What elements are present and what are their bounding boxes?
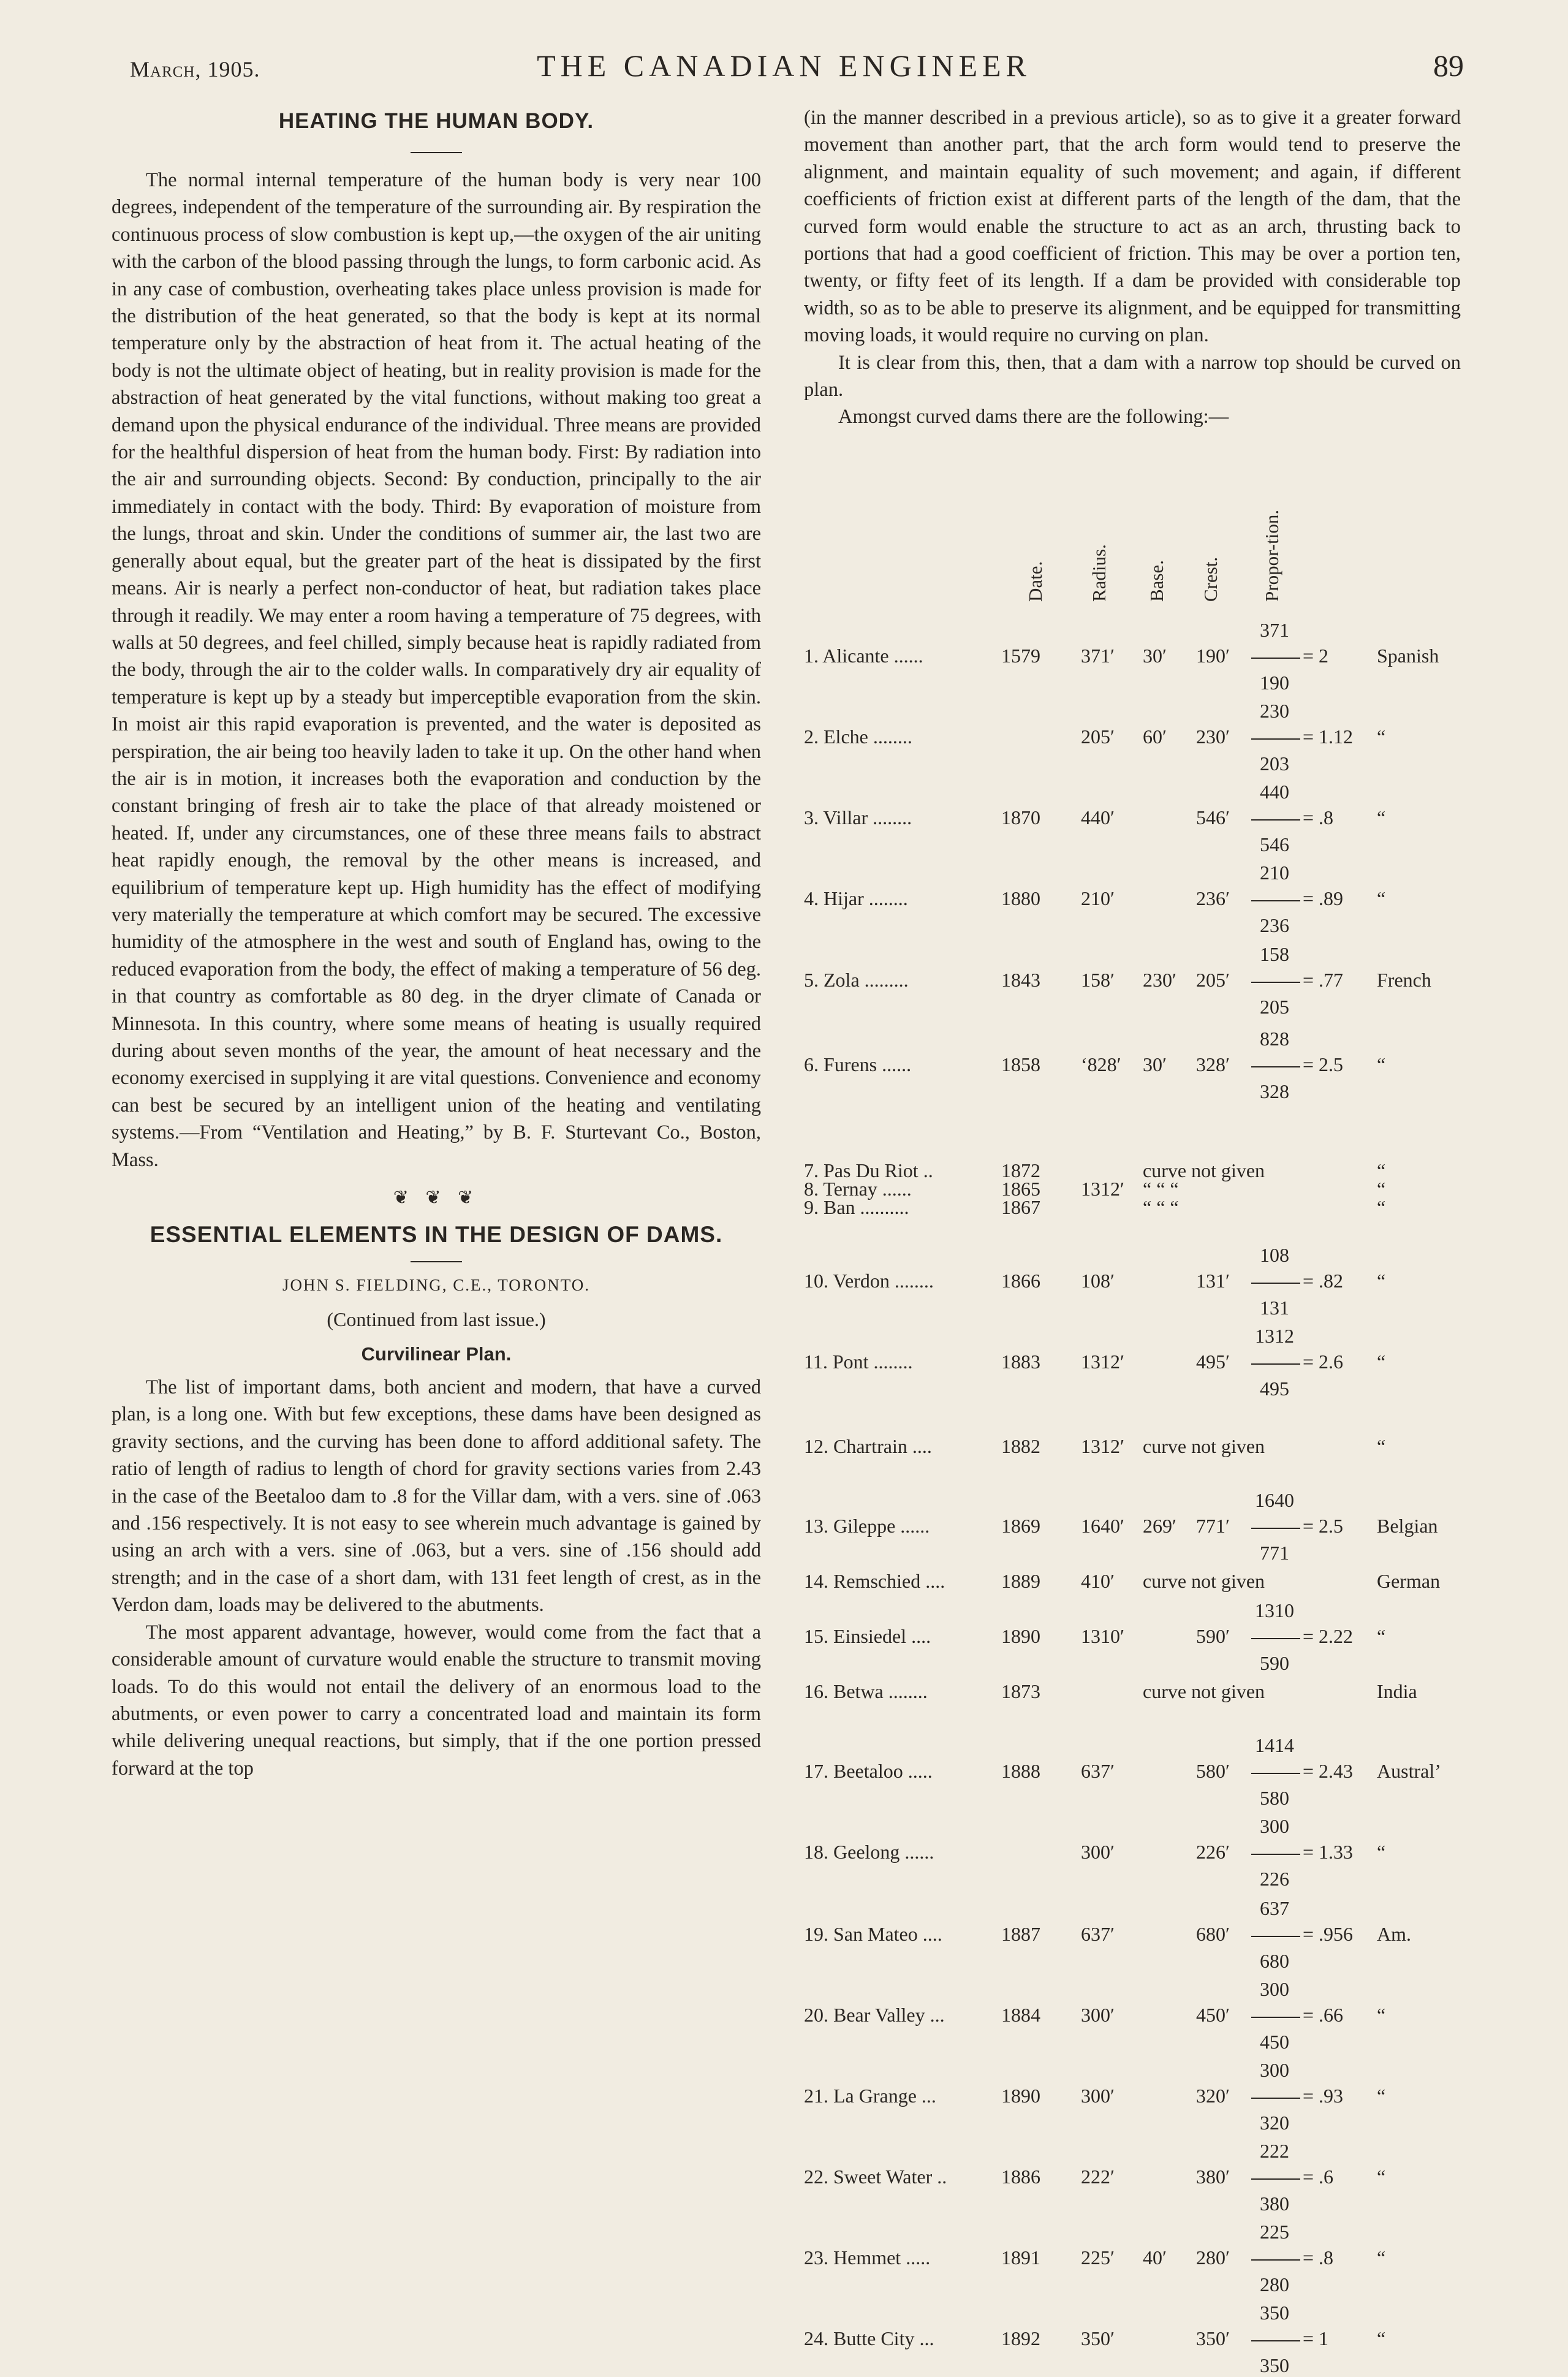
proportion-ratio bbox=[1251, 2004, 1343, 2026]
proportion-denominator: 380 bbox=[1260, 2193, 1289, 2215]
dam-name: 1. Alicante ...... bbox=[804, 645, 923, 667]
dam-nation: German bbox=[1377, 1570, 1441, 1592]
publication-title: THE CANADIAN ENGINEER bbox=[537, 48, 1031, 83]
dam-name: 3. Villar ........ bbox=[804, 806, 912, 828]
dam-name: 8. Ternay ...... bbox=[804, 1178, 912, 1200]
ratio-value: 2.22 bbox=[1319, 1625, 1354, 1647]
proportion-ratio bbox=[1251, 2166, 1333, 2188]
fraction-line bbox=[1251, 1854, 1300, 1855]
proportion-denominator: 771 bbox=[1260, 1542, 1289, 1564]
proportion-denominator: 580 bbox=[1260, 1787, 1289, 1809]
dam-nation: “ bbox=[1377, 1270, 1386, 1292]
proportion-numerator: 1310 bbox=[1255, 1599, 1294, 1621]
dam-date: 1858 bbox=[1001, 1053, 1040, 1075]
dam-name: 20. Bear Valley ... bbox=[804, 2004, 945, 2026]
dam-nation: “ bbox=[1377, 1625, 1386, 1647]
dam-radius: 300′ bbox=[1081, 2004, 1115, 2026]
proportion-ratio bbox=[1251, 2085, 1343, 2107]
equals-sign: = bbox=[1303, 2166, 1319, 2188]
proportion-numerator: 371 bbox=[1260, 619, 1289, 641]
article-heating-body bbox=[112, 167, 761, 1173]
right-column bbox=[804, 104, 1461, 431]
proportion-ratio bbox=[1251, 887, 1343, 910]
dam-name: 13. Gileppe ...... bbox=[804, 1515, 930, 1537]
dam-radius: 1640′ bbox=[1081, 1515, 1124, 1537]
dam-base: curve not given bbox=[1143, 1680, 1265, 1702]
dam-crest: 680′ bbox=[1196, 1923, 1230, 1945]
proportion-numerator: 210 bbox=[1260, 862, 1289, 884]
article-paragraph: (in the manner described in a previous article), so as to give it a greater forward movement than another part, that the arch form would tend to preserve the alignment, and maintain equality of such movement; and again, if different coefficients of friction exist at different parts of the length of the dam, that the curved form would enable the structure to act as an arch, thrusting back to portions that had a good coefficient of friction. This may be over a portion ten, twenty, or fifty feet of its length. If a dam be provided with considerable top width, so as to be able to preserve its alignment, and be equipped for transmitting moving loads, it would require no curving on plan. bbox=[804, 107, 1461, 347]
dam-crest: 230′ bbox=[1196, 726, 1230, 748]
dam-nation: “ bbox=[1377, 806, 1386, 828]
table-row bbox=[804, 1028, 1466, 1102]
dam-radius: 371′ bbox=[1081, 645, 1115, 667]
dam-crest: 380′ bbox=[1196, 2166, 1230, 2188]
dam-date: 1886 bbox=[1001, 2166, 1040, 2188]
dam-crest: 546′ bbox=[1196, 806, 1230, 828]
proportion-denominator: 226 bbox=[1260, 1868, 1289, 1890]
dam-nation: “ bbox=[1377, 2327, 1386, 2349]
dam-date: 1888 bbox=[1001, 1760, 1040, 1782]
article-author: JOHN S. FIELDING, C.E., TORONTO. bbox=[282, 1276, 591, 1295]
dam-base: 230′ bbox=[1143, 969, 1176, 991]
dam-radius: 108′ bbox=[1081, 1270, 1115, 1292]
equals-sign: = bbox=[1303, 726, 1319, 748]
equals-sign: = bbox=[1303, 1351, 1319, 1373]
dam-crest: 350′ bbox=[1196, 2327, 1230, 2349]
table-row bbox=[804, 1196, 1466, 1221]
proportion-ratio bbox=[1251, 1351, 1343, 1373]
proportion-numerator: 828 bbox=[1260, 1028, 1289, 1050]
running-head bbox=[0, 48, 1568, 85]
dam-name: 5. Zola ......... bbox=[804, 969, 909, 991]
dam-nation: “ bbox=[1377, 2085, 1386, 2107]
proportion-ratio bbox=[1251, 806, 1333, 829]
dam-crest: 280′ bbox=[1196, 2246, 1230, 2269]
dam-crest: 495′ bbox=[1196, 1351, 1230, 1373]
fraction-line bbox=[1251, 1936, 1300, 1937]
dam-nation: “ bbox=[1377, 2246, 1386, 2269]
dam-nation: “ bbox=[1377, 1196, 1386, 1218]
dam-nation: “ bbox=[1377, 1178, 1386, 1200]
curved-dams-table: Date. Radius. Base. Crest. Propor-tion. 1. Alicante ...... 1579 371′ 30′ 190′ Spanish 371 = 2 190 2. Elche ........ 205′ 60′ 230′ “ 230 = 1.12 203 3. Villar ........ 1870 440′ 546′ “ 440 = .8 546 4. Hijar ........ 1880 210′ 236′ “ 210 = .89 236 5. Zola ......... 1843 158′ 230′ 205′ French 158 = .77 205 6. Furens ...... 1858 ‘828′ 30′ 328′ “ 828 = 2.5 328 7. Pas Du Riot .. 1872 curve not given “ 8. Ternay ...... 1865 1312′ “ “ “ “ 9. Ban .......... 1867 “ “ “ “ 10. Verdon ........ 1866 108′ 131′ “ 108 = .82 131 11. Pont ........ 1883 1312′ 495′ “ 1312 = 2.6 495 12. Chartrain .... 1882 1312′ curve not given “ 13. Gileppe ...... 1869 1640′ 269′ 771′ Belgian 1640 = 2.5 771 14. Remschied .... 1889 410′ curve not given German 15. Einsiedel .... 1890 1310′ 590′ “ 1310 = 2.22 590 16. Betwa ........ 1873 curve not given India 17. Beetaloo ..... 1888 637′ 580′ Austral’ 1414 = 2.43 580 18. Geelong ...... 300′ 226′ “ 300 = 1.33 226 19. San Mateo .... 1887 637′ 680′ Am. 637 = .956 680 20. Bear Valley ... 1884 300′ 450′ “ 300 = .66 450 21. La Grange ... 1890 300′ 320′ “ 300 = .93 320 22. Sweet Water .. 1886 222′ 380′ “ 222 = .6 380 23. Hemmet ..... 1891 225′ 40′ 280′ “ 225 = .8 280 24. Butte City ... 1892 350′ 350′ “ 350 = 1 350 bbox=[804, 515, 1466, 2224]
dam-date: 1870 bbox=[1001, 806, 1040, 828]
equals-sign: = bbox=[1303, 2327, 1319, 2349]
proportion-ratio bbox=[1251, 2246, 1333, 2269]
proportion-numerator: 440 bbox=[1260, 781, 1289, 803]
proportion-ratio bbox=[1251, 1515, 1343, 1537]
proportion-numerator: 300 bbox=[1260, 2059, 1289, 2081]
proportion-ratio bbox=[1251, 726, 1353, 748]
ratio-value: .89 bbox=[1319, 887, 1344, 909]
fraction-line bbox=[1251, 819, 1300, 821]
dam-radius: 350′ bbox=[1081, 2327, 1115, 2349]
proportion-denominator: 450 bbox=[1260, 2031, 1289, 2053]
dam-radius: 300′ bbox=[1081, 2085, 1115, 2107]
article-dams-body-left bbox=[112, 1374, 761, 1782]
proportion-numerator: 158 bbox=[1260, 943, 1289, 965]
fraction-line bbox=[1251, 1363, 1300, 1365]
dam-name: 22. Sweet Water .. bbox=[804, 2166, 947, 2188]
table-row bbox=[804, 2302, 1466, 2376]
dam-nation: “ bbox=[1377, 1435, 1386, 1457]
dam-date: 1883 bbox=[1001, 1351, 1040, 1373]
ratio-value: .956 bbox=[1319, 1923, 1354, 1945]
equals-sign: = bbox=[1303, 1841, 1319, 1863]
table-row bbox=[804, 2140, 1466, 2215]
table-row bbox=[804, 1978, 1466, 2053]
fraction-line bbox=[1251, 738, 1300, 740]
proportion-numerator: 1640 bbox=[1255, 1489, 1294, 1511]
dam-base: 269′ bbox=[1143, 1515, 1176, 1537]
dam-name: 15. Einsiedel .... bbox=[804, 1625, 931, 1647]
fraction-line bbox=[1251, 658, 1300, 659]
dam-nation: “ bbox=[1377, 1053, 1386, 1075]
proportion-ratio bbox=[1251, 1053, 1343, 1076]
equals-sign: = bbox=[1303, 1270, 1319, 1292]
dam-crest: 131′ bbox=[1196, 1270, 1230, 1292]
dam-nation: “ bbox=[1377, 2004, 1386, 2026]
dam-base: curve not given bbox=[1143, 1435, 1265, 1457]
proportion-denominator: 203 bbox=[1260, 753, 1289, 775]
equals-sign: = bbox=[1303, 806, 1319, 828]
equals-sign: = bbox=[1303, 1760, 1319, 1782]
dam-name: 14. Remschied .... bbox=[804, 1570, 945, 1592]
dam-name: 6. Furens ...... bbox=[804, 1053, 912, 1075]
fraction-line bbox=[1251, 1283, 1300, 1284]
proportion-numerator: 222 bbox=[1260, 2140, 1289, 2162]
proportion-ratio bbox=[1251, 1841, 1353, 1863]
table-row bbox=[804, 1599, 1466, 1674]
table-row bbox=[804, 862, 1466, 936]
ratio-value: .93 bbox=[1319, 2085, 1344, 2107]
article-dams-body-right bbox=[804, 104, 1461, 431]
dam-date: 1887 bbox=[1001, 1923, 1040, 1945]
article-paragraph: Amongst curved dams there are the following:— bbox=[838, 406, 1229, 428]
dam-name: 11. Pont ........ bbox=[804, 1351, 913, 1373]
proportion-ratio bbox=[1251, 1625, 1353, 1648]
fraction-line bbox=[1251, 900, 1300, 901]
dam-nation: “ bbox=[1377, 1351, 1386, 1373]
dam-radius: 440′ bbox=[1081, 806, 1115, 828]
dam-crest: 320′ bbox=[1196, 2085, 1230, 2107]
equals-sign: = bbox=[1303, 1923, 1319, 1945]
dam-radius: 205′ bbox=[1081, 726, 1115, 748]
dam-nation: “ bbox=[1377, 2166, 1386, 2188]
dam-name: 10. Verdon ........ bbox=[804, 1270, 934, 1292]
dam-date: 1890 bbox=[1001, 1625, 1040, 1647]
dam-date: 1884 bbox=[1001, 2004, 1040, 2026]
ratio-value: .82 bbox=[1319, 1270, 1344, 1292]
article-paragraph: The list of important dams, both ancient and modern, that have a curved plan, is a long one. With but few exceptions, these dams have been designed as gravity sections, and the curving has been done to afford additional safety. The ratio of length of radius to length of chord for gravity sections varies from 2.43 in the case of the Beetaloo dam to .8 for the Villar dam, with a vers. sine of .063 and .156 respectively. It is not easy to see wherein much advantage is gained by using an arch with a vers. sine of .063, but a vers. sine of .156 should add strength; and in the case of a short dam, with 131 feet length of crest, as in the Verdon dam, loads may be delivered to the abutments. bbox=[112, 1376, 761, 1617]
section-subhead: Curvilinear Plan. bbox=[361, 1343, 512, 1365]
equals-sign: = bbox=[1303, 887, 1319, 909]
title-rule bbox=[411, 152, 462, 153]
table-row bbox=[804, 1680, 1466, 1705]
table-row bbox=[804, 1897, 1466, 1972]
proportion-denominator: 328 bbox=[1260, 1080, 1289, 1102]
dam-date: 1891 bbox=[1001, 2246, 1040, 2269]
proportion-numerator: 300 bbox=[1260, 1978, 1289, 2000]
dam-radius: 410′ bbox=[1081, 1570, 1115, 1592]
dam-nation: “ bbox=[1377, 887, 1386, 909]
dam-radius: 637′ bbox=[1081, 1760, 1115, 1782]
dam-nation: “ bbox=[1377, 1159, 1386, 1181]
proportion-denominator: 205 bbox=[1260, 996, 1289, 1018]
dam-nation: Austral’ bbox=[1377, 1760, 1441, 1782]
ratio-value: 1.33 bbox=[1319, 1841, 1354, 1863]
proportion-numerator: 350 bbox=[1260, 2302, 1289, 2324]
proportion-denominator: 350 bbox=[1260, 2354, 1289, 2376]
dam-base: “ “ “ bbox=[1143, 1178, 1179, 1200]
proportion-ratio bbox=[1251, 1270, 1343, 1292]
article-paragraph: It is clear from this, then, that a dam with a narrow top should be curved on plan. bbox=[804, 351, 1461, 401]
ratio-value: 2.43 bbox=[1319, 1760, 1354, 1782]
fraction-line bbox=[1251, 1066, 1300, 1067]
equals-sign: = bbox=[1303, 2085, 1319, 2107]
ratio-value: .6 bbox=[1319, 2166, 1334, 2188]
proportion-numerator: 108 bbox=[1260, 1244, 1289, 1266]
dam-crest: 328′ bbox=[1196, 1053, 1230, 1075]
equals-sign: = bbox=[1303, 2004, 1319, 2026]
proportion-denominator: 280 bbox=[1260, 2273, 1289, 2295]
title-rule bbox=[411, 1261, 462, 1262]
proportion-denominator: 190 bbox=[1260, 672, 1289, 694]
dam-nation: Belgian bbox=[1377, 1515, 1438, 1537]
equals-sign: = bbox=[1303, 1625, 1319, 1647]
dam-name: 19. San Mateo .... bbox=[804, 1923, 942, 1945]
dam-date: 1866 bbox=[1001, 1270, 1040, 1292]
proportion-numerator: 300 bbox=[1260, 1815, 1289, 1837]
dam-radius: 225′ bbox=[1081, 2246, 1115, 2269]
ratio-value: 1 bbox=[1319, 2327, 1329, 2349]
table-row bbox=[804, 781, 1466, 855]
dam-name: 23. Hemmet ..... bbox=[804, 2246, 931, 2269]
fraction-line bbox=[1251, 1773, 1300, 1774]
ratio-value: 2.5 bbox=[1319, 1515, 1344, 1537]
dam-date: 1892 bbox=[1001, 2327, 1040, 2349]
dam-base: 30′ bbox=[1143, 645, 1167, 667]
dam-name: 24. Butte City ... bbox=[804, 2327, 934, 2349]
proportion-ratio bbox=[1251, 1760, 1353, 1783]
dam-name: 2. Elche ........ bbox=[804, 726, 912, 748]
dam-name: 7. Pas Du Riot .. bbox=[804, 1159, 933, 1181]
fraction-line bbox=[1251, 2259, 1300, 2261]
proportion-ratio bbox=[1251, 969, 1343, 991]
proportion-denominator: 320 bbox=[1260, 2112, 1289, 2134]
fraction-line bbox=[1251, 2178, 1300, 2180]
dam-base: curve not given bbox=[1143, 1570, 1265, 1592]
dam-radius: 210′ bbox=[1081, 887, 1115, 909]
proportion-ratio bbox=[1251, 2327, 1328, 2350]
equals-sign: = bbox=[1303, 645, 1319, 667]
equals-sign: = bbox=[1303, 2246, 1319, 2269]
dam-radius: ‘828′ bbox=[1081, 1053, 1121, 1075]
dam-crest: 450′ bbox=[1196, 2004, 1230, 2026]
dam-nation: French bbox=[1377, 969, 1431, 991]
dam-base: curve not given bbox=[1143, 1159, 1265, 1181]
proportion-denominator: 546 bbox=[1260, 833, 1289, 855]
table-row bbox=[804, 1244, 1466, 1319]
dam-radius: 300′ bbox=[1081, 1841, 1115, 1863]
proportion-denominator: 495 bbox=[1260, 1378, 1289, 1400]
table-row bbox=[804, 1489, 1466, 1564]
dam-name: 12. Chartrain .... bbox=[804, 1435, 932, 1457]
issue-date: March, 1905. bbox=[130, 57, 260, 82]
section-separator: ❦ ❦ ❦ bbox=[393, 1188, 480, 1208]
proportion-numerator: 637 bbox=[1260, 1897, 1289, 1919]
dam-name: 17. Beetaloo ..... bbox=[804, 1760, 933, 1782]
dam-nation: “ bbox=[1377, 1841, 1386, 1863]
ratio-value: .8 bbox=[1319, 806, 1334, 828]
dam-crest: 226′ bbox=[1196, 1841, 1230, 1863]
left-column bbox=[112, 104, 761, 1782]
ratio-value: 2.6 bbox=[1319, 1351, 1344, 1373]
dam-nation: India bbox=[1377, 1680, 1417, 1702]
article-paragraph: The most apparent advantage, however, would come from the fact that a considerable amount of curvature would enable the structure to transmit moving loads. To do this would not entail the delivery of an enormous load to the abutments, or even power to carry a concentrated load and maintain its form while delivering unequal reactions, but simply, that if the one portion pressed forward at the top bbox=[112, 1621, 761, 1780]
fraction-line bbox=[1251, 1638, 1300, 1639]
dam-radius: 222′ bbox=[1081, 2166, 1115, 2188]
proportion-denominator: 590 bbox=[1260, 1652, 1289, 1674]
ratio-value: .66 bbox=[1319, 2004, 1344, 2026]
dam-date: 1869 bbox=[1001, 1515, 1040, 1537]
dam-base: 60′ bbox=[1143, 726, 1167, 748]
proportion-numerator: 1312 bbox=[1255, 1325, 1294, 1347]
dam-nation: Am. bbox=[1377, 1923, 1411, 1945]
table-row bbox=[804, 1435, 1466, 1460]
fraction-line bbox=[1251, 2017, 1300, 2018]
dam-crest: 190′ bbox=[1196, 645, 1230, 667]
table-row bbox=[804, 1734, 1466, 1809]
proportion-numerator: 230 bbox=[1260, 700, 1289, 722]
fraction-line bbox=[1251, 982, 1300, 983]
table-row bbox=[804, 1815, 1466, 1890]
dam-name: 21. La Grange ... bbox=[804, 2085, 936, 2107]
dam-radius: 637′ bbox=[1081, 1923, 1115, 1945]
article-heating-title: HEATING THE HUMAN BODY. bbox=[278, 109, 594, 133]
dam-radius: 1310′ bbox=[1081, 1625, 1124, 1647]
table-row bbox=[804, 2221, 1466, 2295]
table-row bbox=[804, 700, 1466, 775]
dam-crest: 580′ bbox=[1196, 1760, 1230, 1782]
ratio-value: 1.12 bbox=[1319, 726, 1354, 748]
dam-name: 4. Hijar ........ bbox=[804, 887, 908, 909]
proportion-ratio bbox=[1251, 645, 1328, 667]
page-number: 89 bbox=[1433, 48, 1464, 83]
proportion-denominator: 236 bbox=[1260, 914, 1289, 936]
ratio-value: 2.5 bbox=[1319, 1053, 1344, 1075]
dam-name: 16. Betwa ........ bbox=[804, 1680, 928, 1702]
article-paragraph: The normal internal temperature of the human body is very near 100 degrees, independent of the temperature of the surrounding air. By respiration the continuous process of slow combustion is kept up,—the oxygen of the air uniting with the carbon of the blood passing through the lungs, to form carbonic acid. As in any case of combustion, overheating takes place unless provision is made for the distribution of the heat generated, so that the body is kept at its normal temperature only by the abstraction of heat from it. The actual heating of the body is not the ultimate object of heating, but in reality provision is made for the abstraction of heat generated by the vital functions, without making too great a demand upon the physical endurance of the individual. Three means are provided for the healthful dispersion of heat from the human body. First: By radiation into the air and surrounding objects. Second: By conduction, principally to the air immediately in contact with the body. Third: By evaporation of moisture from the lungs, throat and skin. Under the conditions of summer air, the last two are generally about equal, but the greater part of the heat is dissipated by the first means. Air is nearly a perfect non-conductor of heat, but radiation takes place through it readily. We may enter a room having a temperature of 75 degrees, with walls at 50 degrees, and feel chilled, simply because heat is rapidly radiated from the body, through the air to the colder walls. In comparatively dry air equality of temperature is kept up by a steady but imperceptible evaporation from the skin. In moist air this rapid evaporation is prevented, and the water is deposited as perspiration, the air being too heavily laden to take it up. On the other hand when the air is in motion, it increases both the evaporation and conduction by the constant bringing of fresh air to take the place of that already moistened or heated. If, under any circumstances, one of these three means fails to abstract heat rapidly enough, the removal by the other means is increased, and equilibrium of temperature kept up. High humidity has the effect of modifying very materially the temperature at which comfort may be secured. The excessive humidity of the atmosphere in the west and south of England has, owing to the reduced evaporation from the body, the effect of making a temperature of 56 deg. in that country as comfortable as 80 deg. in the dryer climate of Canada or Minnesota. In this country, where some means of heating is usually required during about seven months of the year, the amount of heat necessary and the economy exercised in supplying it are vital questions. Convenience and economy can best be secured by an intelligent union of the heating and ventilating systems.—From “Ventilation and Heating,” by B. F. Sturtevant Co., Boston, Mass. bbox=[112, 169, 761, 1171]
ratio-value: .77 bbox=[1319, 969, 1344, 991]
dam-nation: Spanish bbox=[1377, 645, 1439, 667]
dam-radius: 158′ bbox=[1081, 969, 1115, 991]
table-row bbox=[804, 943, 1466, 1018]
dam-base: 40′ bbox=[1143, 2246, 1167, 2269]
dam-date: 1890 bbox=[1001, 2085, 1040, 2107]
dam-date: 1865 bbox=[1001, 1178, 1040, 1200]
equals-sign: = bbox=[1303, 969, 1319, 991]
dam-radius: 1312′ bbox=[1081, 1178, 1124, 1200]
article-dams-title: ESSENTIAL ELEMENTS IN THE DESIGN OF DAMS. bbox=[150, 1222, 723, 1248]
dam-radius: 1312′ bbox=[1081, 1435, 1124, 1457]
dam-date: 1867 bbox=[1001, 1196, 1040, 1218]
dam-date: 1873 bbox=[1001, 1680, 1040, 1702]
fraction-line bbox=[1251, 2098, 1300, 2099]
equals-sign: = bbox=[1303, 1053, 1319, 1075]
fraction-line bbox=[1251, 1528, 1300, 1529]
dam-date: 1889 bbox=[1001, 1570, 1040, 1592]
dam-base: 30′ bbox=[1143, 1053, 1167, 1075]
proportion-numerator: 1414 bbox=[1255, 1734, 1294, 1756]
proportion-ratio bbox=[1251, 1923, 1353, 1946]
table-row bbox=[804, 1570, 1466, 1594]
dam-crest: 236′ bbox=[1196, 887, 1230, 909]
dam-date: 1882 bbox=[1001, 1435, 1040, 1457]
table-row bbox=[804, 2059, 1466, 2134]
equals-sign: = bbox=[1303, 1515, 1319, 1537]
dam-base: “ “ “ bbox=[1143, 1196, 1179, 1218]
fraction-line bbox=[1251, 2340, 1300, 2341]
dam-date: 1880 bbox=[1001, 887, 1040, 909]
ratio-value: 2 bbox=[1319, 645, 1329, 667]
dam-date: 1843 bbox=[1001, 969, 1040, 991]
proportion-denominator: 680 bbox=[1260, 1950, 1289, 1972]
dam-nation: “ bbox=[1377, 726, 1386, 748]
dam-crest: 771′ bbox=[1196, 1515, 1230, 1537]
continued-note: (Continued from last issue.) bbox=[327, 1308, 546, 1331]
dam-crest: 205′ bbox=[1196, 969, 1230, 991]
dam-radius: 1312′ bbox=[1081, 1351, 1124, 1373]
ratio-value: .8 bbox=[1319, 2246, 1334, 2269]
dam-date: 1579 bbox=[1001, 645, 1040, 667]
table-row bbox=[804, 1325, 1466, 1400]
dam-name: 9. Ban .......... bbox=[804, 1196, 909, 1218]
proportion-numerator: 225 bbox=[1260, 2221, 1289, 2243]
proportion-denominator: 131 bbox=[1260, 1297, 1289, 1319]
dam-name: 18. Geelong ...... bbox=[804, 1841, 934, 1863]
dam-date: 1872 bbox=[1001, 1159, 1040, 1181]
table-row bbox=[804, 619, 1466, 694]
dam-crest: 590′ bbox=[1196, 1625, 1230, 1647]
